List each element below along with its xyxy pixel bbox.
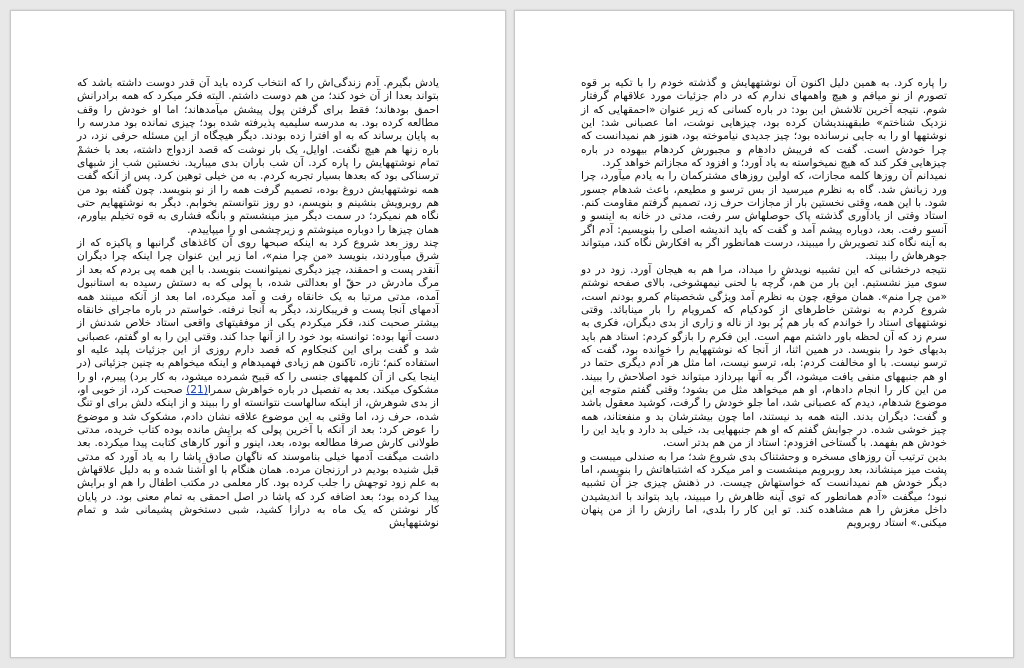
paragraph xyxy=(77,237,439,531)
paragraph-text: چند روز بعد شروع کرد به اینکه صبحها روی آن کاغذهای گرانبها و پاکیزه که از شرق میآوردند، بنویسد «من چرا منم»، اما زیر این عنوان چرا اینکه چرا دیگران آنقدر پست و احمقند، چیز دیگری نمیتوانست بنویسد. با این همه پی بردم که بعد از مرگ مادرش در حقّ او بعدالتی شده، با پولی که به دستش رسیده به استانبول آمده، مدتی مرتبا به یک خانقاه رفت و آمد میکرده، اما بعد از آنکه مبینند همه آدمهای آنجا پست و فریبکارند، دیگر به آنجا نرفته. خواستم در باره ماجرای خانقاه بیشتر صحبت کند، فکر میکردم یکی از موفقیتهای واقعی استاد خلاص شدنش از دست آنها بوده: توانسته بود خود را از آنها جدا کند. وقتی این را به او گفتم، عصبانی شد و گفت برای این کنجکاوم که قصد دارم روزی از این جزئیات پلید علیه او استفاده کنم؛ تازه، تاکنون هم زیادی فهمیدهام و اینکه میخواهم به چنین جزئیاتی (در اینجا یکی از آن کلمههای جنسی را که قبیح شمرده میشود، به کار برد) پیبرم، او را مشکوک میکند. بعد به تفصیل در باره خواهرش سمرا xyxy=(77,237,439,396)
paragraph: نتیجه درخشانی که این تشبیه نویدش را میداد، مرا هم به هیجان آورد. زود در دو سوی میز نشستیم. این بار من هم، گرچه با لحنی نیمهشوخی، بالای صفحه نوشتم «من چرا منم». همان موقع، چون به نظرم آمد ویژگی شخصیتام کمرو بودنم است، شروع کردم به نوشتن خاطرهای از کودکیام که کمرویام را بار مینابائد. وقتی نوشتههای استاد را خواندم که بار هم پُر بود از ناله و زاری از بدی دیگران، فکری به سرم زد که آن لحظه باور داشتم مهم است. این فکرم را بازگو کردم: استاد هم باید بدیهای خود را بنویسد. در همین اثنا، از آنجا که نوشتههایم را خوانده بود، گفت که ترسو نیست. با او مخالفت کردم: بله، ترسو نیست، اما مثل هر آدم دیگری حتما در او هم جنبههای منفی یافت میشود، اگر به آنها بپردازد میتواند خود اصلاحش را ببیند. من این کار را انجام دادهام، او هم میخواهد مثل من بشود؛ وقتی گفتم متوجه این موضوع شدهام، دیدم که عصبانی شد، اما جلو خودش را گرفت، کوشید معقول باشد و گفت: دیگران بدند. البته همه بد نیستند، اما چون بیشترشان بد و منفعتاند، همه چیز خوشی شده. در جوابش گفتم که او هم جنبههایی بد، خیلی بد دارد و باید این را خودش هم بفهمد. با گستاخی افزودم: استاد از من هم بدتر است. xyxy=(581,263,947,450)
footnote-link[interactable]: (21) xyxy=(186,383,208,396)
paragraph: نمیدانم آن روزها کلمه مجازات، که اولین روزهای مشترکمان را به یادم میآورد، چرا ورد زبانش شد. گاه به نظرم میرسید از بس ترسو و مطیعم، باعث شدهام جسور شود. با این همه، وقتی نخستین بار از مجازات حرف زد، تصمیم گرفتم مقاومت کنم. استاد وقتی از یادآوری گذشته پاک حوصلهاش سر رفت، مدتی در خانه به اینسو و آنسو رفت. بعد، دوباره پیشم آمد و گفت که باید اندیشه اصلی را بنویسیم: آدم اگر به آینه نگاه کند تصویرش را میبیند، درست همانطور اگر به افکارش نگاه کند، میتواند جوهرهاش را ببیند. xyxy=(581,170,947,263)
paragraph-text: صحبت کرد، از خوبی او، از بدی شوهرش، از اینکه سالهاست نتوانسته او را ببیند و از اینکه دلش برای او تنگ شده، حرف زد، اما وقتی به این موضوع علاقه نشان دادم، مشکوک شد و موضوع را عوض کرد: بعد از آنکه با آخرین پولی که برایش مانده بوده کتاب خریده، مدتی طولانی کارش صرفا مطالعه بوده، بعد، اینور و آنور کارهای کتابت پیدا میکرده. بعد داشت میگفت آدمها خیلی بناموسند که ناگهان صادق پاشا را به یاد آورد که مدتی قبل شنیده بودیم در ارزنجان مرده. همان هنگام با او آشنا شده و به دلیل علاقهاش به علم زود توجهش را جلب کرده بود. کار معلمی در مکتب اطفال را هم او برایش پیدا کرده بود؛ بعد اضافه کرد که پاشا در اصل احمقی به تمام معنی بود. در پایان کار نوشتن که یک ماه به درازا کشید، شبی دستخوش پشیمانی شد و تمام نوشتههایش xyxy=(77,383,439,530)
paragraph: بدین ترتیب آن روزهای مسخره و وحشتناک بدی شروع شد؛ مرا به صندلی میبست و پشت میز مینشاند، بعد روبرویم مینشست و امر میکرد که اشتباهاتش را بنویسم، اما دیگر خودش هم نمیدانست که خواستهاش چیست. در ذهنش چیزی جز آن تشبیه نبود؛ میگفت «آدم همانطور که توی آینه ظاهرش را میبیند، باید بتواند با اندیشیدن داخل مغزش را هم مشاهده کند. تو این کار را بلدی، اما رازش را از من پنهان میکنی.» استاد روبرویم xyxy=(581,450,947,530)
page-text xyxy=(77,77,439,531)
paragraph: یادش بگیرم. آدم زندگی‌اش را که انتخاب کرده باید آن قدر دوست داشته باشد که بتواند بعدا از آن خود کند؛ من هم دوست داشتم. البته فکر میکرد که همه برادرانش احمق بودهاند؛ فقط برای گرفتن پول پیشش میآمدهاند؛ اما او خودش را وقف مطالعه کرده بود. به مدرسه سلیمیه پذیرفته شده بود؛ چیزی نمانده بود مدرسه را به پایان برساند که به او افترا زده بودند. دیگر هیچگاه از این مسئله حرفی نزد، در باره زنها هم هیچ نگفت. اوایل، یک بار نوشت که قصد ازدواج داشته، بعد با خشمْ تمام نوشتههایش را پاره کرد. آن شب باران بدی میبارید. نخستین شب از شبهای ترسناکی بود که بعدها بسیار تجربه کردم. به من خیلی توهین کرد. پس از آنکه گفت همه نوشتههایش دروغ بوده، تصمیم گرفت همه را از نو بنویسد. چون گفته بود من هم روبرویش بنشینم و بنویسم، دو روز نتوانستم بخوابم. دیگر به نوشتههایم حتی نگاه هم نمیکرد؛ در سمت دیگر میز مینشستم و بانگه فشاری به قوه تخیلم بیاورم، همان چیزها را دوباره مینوشتم و زیرچشمی او را میپاییدم. xyxy=(77,77,439,236)
page-right xyxy=(514,10,1014,658)
paragraph: را پاره کرد. به همین دلیل اکنون آن نوشتههایش و گذشته خودم را با تکیه بر قوه تصورم از نو میافم و هیچ واهمهای ندارم که در دام جزئیات مورد علاقهام گرفتار شوم. نتیجه آخرین تلاشش این بود: در باره کسانی که زیر عنوان «احمقهایی که از نزدیک شناختم» طبقهبندیشان کرده بود، چیزهایی نوشت، اما عصبانی شد: این نوشتهها او را به جایی نرسانده بود؛ چیز جدیدی نیاموخته بود، هنوز هم نمیدانست که چرا خودش است. گفت که فریبش دادهام و مجبورش کردهام بیهوده در باره چیزهایی فکر کند که هیچ نمیخواسته به یاد آورد؛ و افزود که مجازاتم خواهد کرد. xyxy=(581,77,947,170)
page-text xyxy=(581,77,947,531)
page-left xyxy=(10,10,506,658)
